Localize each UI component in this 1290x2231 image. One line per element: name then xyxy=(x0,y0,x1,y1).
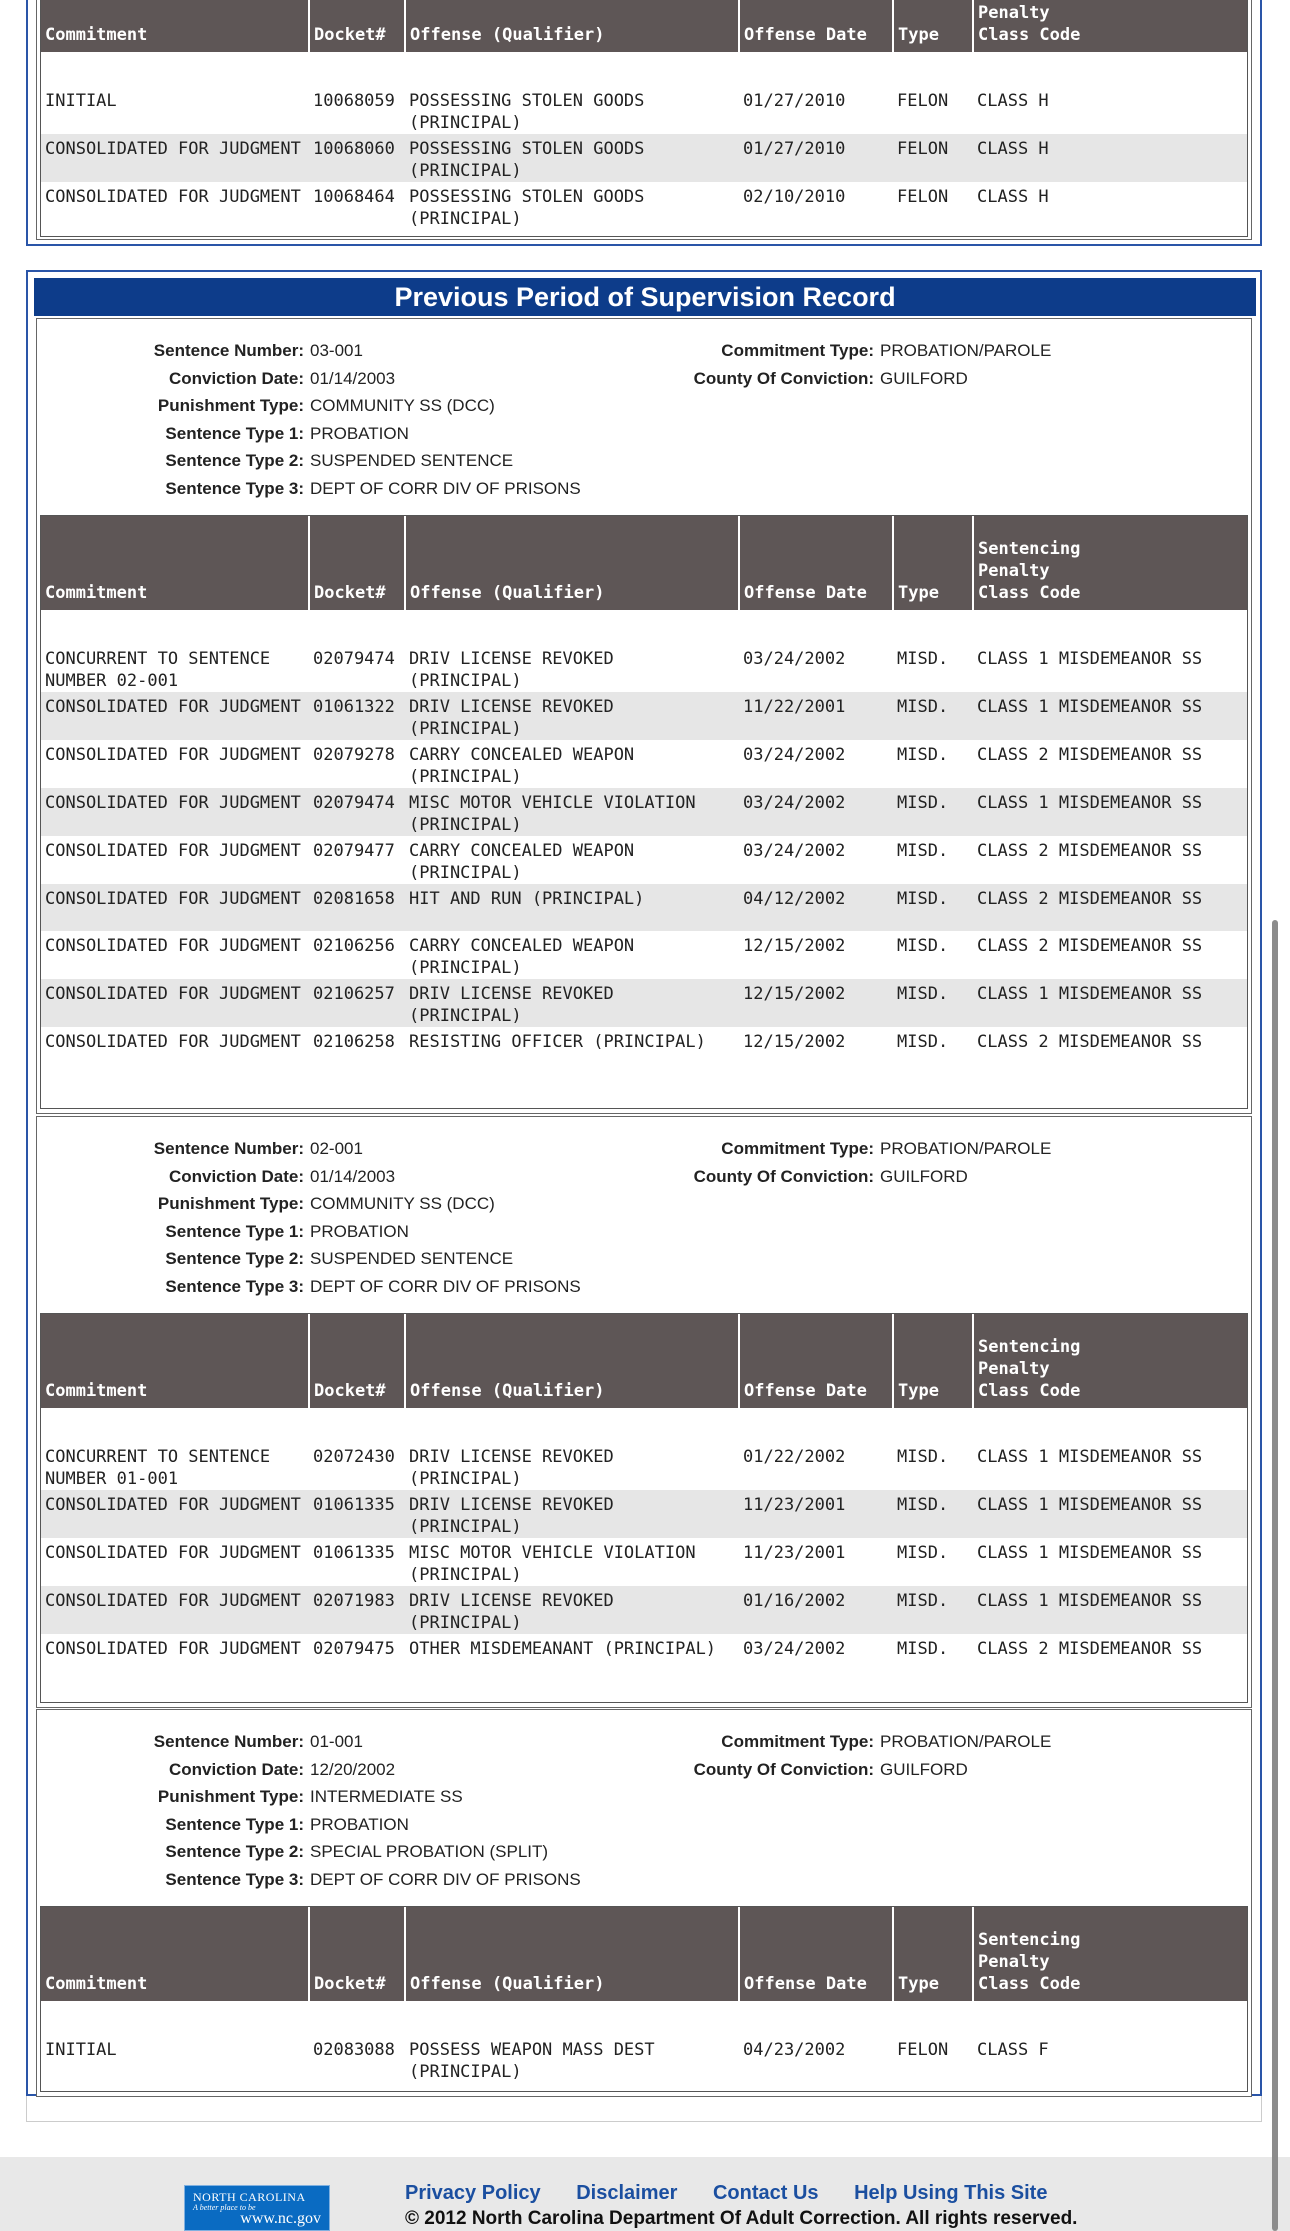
table-row xyxy=(41,931,1247,979)
sentence-number-value: 01-001 xyxy=(310,1732,363,1751)
table-row xyxy=(41,1490,1247,1538)
conviction-date-label: Conviction Date: xyxy=(168,1167,304,1186)
conviction-date-label: Conviction Date: xyxy=(168,369,304,388)
cell-offense-date: 01/16/2002 xyxy=(739,1586,893,1634)
cell-offense: MISC MOTOR VEHICLE VIOLATION (PRINCIPAL) xyxy=(409,1543,696,1585)
cell-offense-date: 12/15/2002 xyxy=(739,979,893,1027)
cell-docket: 10068059 xyxy=(313,91,395,111)
cell-commitment: CONSOLIDATED FOR JUDGMENT xyxy=(41,788,309,836)
cell-commitment: INITIAL xyxy=(45,91,117,111)
cell-offense: CARRY CONCEALED WEAPON (PRINCIPAL) xyxy=(409,936,635,978)
disclaimer-link[interactable]: Disclaimer xyxy=(576,2182,678,2204)
cell-commitment: CONCURRENT TO SENTENCE NUMBER 02-001 xyxy=(45,649,271,691)
cell-offense: HIT AND RUN (PRINCIPAL) xyxy=(405,884,739,931)
col-header-commitment: Commitment xyxy=(41,1314,309,1408)
cell-offense-date: 11/23/2001 xyxy=(743,1543,846,1563)
table-row xyxy=(41,182,1247,230)
cell-commitment: INITIAL xyxy=(45,2040,117,2060)
punishment-type-value: COMMUNITY SS (DCC) xyxy=(310,396,495,415)
cell-type: MISD. xyxy=(893,979,973,1027)
cell-docket: 02079278 xyxy=(313,745,395,765)
table-row xyxy=(41,1027,1247,1074)
cell-offense: POSSESSING STOLEN GOODS (PRINCIPAL) xyxy=(409,187,645,229)
col-header-offense: Offense (Qualifier) xyxy=(405,1314,739,1408)
table-row xyxy=(41,1586,1247,1634)
col-header-docket: Docket# xyxy=(309,1907,405,2001)
col-header-offense-date: Offense Date xyxy=(739,1907,893,2001)
col-header-class-code: Sentencing Penalty Class Code xyxy=(973,1314,1247,1408)
copyright-text: © 2012 North Carolina Department Of Adult Correction. All rights reserved. xyxy=(405,2208,1078,2229)
cell-type: FELON xyxy=(897,2040,949,2060)
cell-commitment: CONSOLIDATED FOR JUDGMENT xyxy=(41,1586,309,1634)
cell-offense-date: 12/15/2002 xyxy=(743,936,846,956)
col-header-offense: Offense (Qualifier) xyxy=(405,1907,739,2001)
cell-class-code: CLASS 1 MISDEMEANOR SS xyxy=(973,788,1247,836)
cell-commitment: CONCURRENT TO SENTENCE NUMBER 01-001 xyxy=(45,1447,271,1489)
sentence-table-box xyxy=(40,1906,1248,2092)
contact-us-link[interactable]: Contact Us xyxy=(712,2182,819,2204)
cell-docket: 01061335 xyxy=(309,1490,405,1538)
county-of-conviction-value: GUILFORD xyxy=(880,1760,968,1779)
cell-class-code: CLASS H xyxy=(973,134,1247,182)
table-row xyxy=(41,740,1247,788)
col-header-type: Type xyxy=(893,0,973,52)
punishment-type-label: Punishment Type: xyxy=(157,1194,304,1213)
col-header-commitment: Commitment xyxy=(41,516,309,610)
cell-offense: RESISTING OFFICER (PRINCIPAL) xyxy=(409,1032,706,1052)
cell-class-code: CLASS 2 MISDEMEANOR SS xyxy=(977,841,1203,861)
commitment-type-value: PROBATION/PAROLE xyxy=(880,1139,1052,1158)
sentence-type-1-label: Sentence Type 1: xyxy=(165,1222,304,1241)
cell-docket: 01061322 xyxy=(309,692,405,740)
county-of-conviction-value: GUILFORD xyxy=(880,369,968,388)
page-scrollbar[interactable] xyxy=(1272,920,1278,2231)
col-header-offense: Offense (Qualifier) xyxy=(405,516,739,610)
table-row xyxy=(41,2035,1247,2083)
cell-commitment: CONSOLIDATED FOR JUDGMENT xyxy=(45,745,301,765)
cell-offense-date: 03/24/2002 xyxy=(743,841,846,861)
sentence-number-label: Sentence Number: xyxy=(153,1732,304,1751)
table-row xyxy=(41,884,1247,931)
punishment-type-label: Punishment Type: xyxy=(157,396,304,415)
cell-docket: 02079477 xyxy=(313,841,395,861)
cell-type: MISD. xyxy=(893,1490,973,1538)
sentence-type-3-label: Sentence Type 3: xyxy=(165,479,304,498)
cell-class-code: CLASS 1 MISDEMEANOR SS xyxy=(973,692,1247,740)
cell-offense: CARRY CONCEALED WEAPON (PRINCIPAL) xyxy=(409,841,635,883)
commitment-type-label: Commitment Type: xyxy=(721,341,874,360)
cell-offense: DRIV LICENSE REVOKED (PRINCIPAL) xyxy=(405,1586,739,1634)
cell-class-code: CLASS H xyxy=(977,187,1049,207)
cell-offense: POSSESSING STOLEN GOODS (PRINCIPAL) xyxy=(405,134,739,182)
col-header-commitment: Commitment xyxy=(41,1907,309,2001)
cell-docket: 02079474 xyxy=(309,788,405,836)
conviction-date-value: 01/14/2003 xyxy=(310,369,396,388)
sentence-type-1-value: PROBATION xyxy=(310,1222,409,1241)
table-row xyxy=(41,1634,1247,1681)
sentence-type-3-value: DEPT OF CORR DIV OF PRISONS xyxy=(310,1277,581,1296)
current-record-table-box xyxy=(40,0,1248,237)
cell-offense-date: 01/27/2010 xyxy=(743,91,846,111)
cell-commitment: CONSOLIDATED FOR JUDGMENT xyxy=(41,1490,309,1538)
sentence-type-2-value: SUSPENDED SENTENCE xyxy=(310,451,514,470)
cell-offense: DRIV LICENSE REVOKED (PRINCIPAL) xyxy=(405,692,739,740)
cell-offense-date: 01/27/2010 xyxy=(739,134,893,182)
cell-docket: 10068060 xyxy=(309,134,405,182)
cell-class-code: CLASS 1 MISDEMEANOR SS xyxy=(977,1447,1203,1467)
cell-type: MISD. xyxy=(897,1032,949,1052)
sentence-offense-table xyxy=(41,1907,1247,2083)
col-header-offense-date: Offense Date xyxy=(739,1314,893,1408)
current-record-panel xyxy=(36,0,1252,240)
cell-type: MISD. xyxy=(897,745,949,765)
county-of-conviction-value: GUILFORD xyxy=(880,1167,968,1186)
cell-docket: 02106256 xyxy=(313,936,395,956)
table-row xyxy=(41,1442,1247,1490)
cell-class-code: CLASS H xyxy=(977,91,1049,111)
county-of-conviction-label: County Of Conviction: xyxy=(693,369,874,388)
cell-offense: DRIV LICENSE REVOKED (PRINCIPAL) xyxy=(409,1447,614,1489)
sentence-offense-table xyxy=(41,1314,1247,1681)
cell-offense: DRIV LICENSE REVOKED (PRINCIPAL) xyxy=(409,649,614,691)
cell-class-code: CLASS F xyxy=(977,2040,1049,2060)
cell-class-code: CLASS 2 MISDEMEANOR SS xyxy=(977,745,1203,765)
col-header-type: Type xyxy=(893,516,973,610)
cell-offense-date: 02/10/2010 xyxy=(743,187,846,207)
sentence-type-3-value: DEPT OF CORR DIV OF PRISONS xyxy=(310,479,581,498)
cell-commitment: CONSOLIDATED FOR JUDGMENT xyxy=(45,1032,301,1052)
cell-docket: 01061335 xyxy=(313,1543,395,1563)
table-row xyxy=(41,1538,1247,1586)
cell-commitment: CONSOLIDATED FOR JUDGMENT xyxy=(41,979,309,1027)
col-header-offense-date: Offense Date xyxy=(739,516,893,610)
sentence-type-3-label: Sentence Type 3: xyxy=(165,1277,304,1296)
table-row xyxy=(41,86,1247,134)
sentence-type-2-value: SUSPENDED SENTENCE xyxy=(310,1249,514,1268)
current-offense-table xyxy=(41,0,1247,230)
cell-type: MISD. xyxy=(893,788,973,836)
cell-type: FELON xyxy=(893,134,973,182)
col-header-commitment: Commitment xyxy=(41,0,309,52)
cell-offense: DRIV LICENSE REVOKED (PRINCIPAL) xyxy=(405,1490,739,1538)
cell-docket: 02079475 xyxy=(313,1639,395,1659)
cell-offense: DRIV LICENSE REVOKED (PRINCIPAL) xyxy=(405,979,739,1027)
table-row xyxy=(41,134,1247,182)
col-header-offense: Offense (Qualifier) xyxy=(405,0,739,52)
sentence-panel xyxy=(36,318,1252,1114)
col-header-class-code: Penalty Class Code xyxy=(973,0,1247,52)
table-row xyxy=(41,644,1247,692)
col-header-docket: Docket# xyxy=(309,516,405,610)
cell-commitment: CONSOLIDATED FOR JUDGMENT xyxy=(41,692,309,740)
sentence-number-label: Sentence Number: xyxy=(153,341,304,360)
conviction-date-label: Conviction Date: xyxy=(168,1760,304,1779)
commitment-type-label: Commitment Type: xyxy=(721,1732,874,1751)
cell-type: MISD. xyxy=(897,1447,949,1467)
sentence-type-2-value: SPECIAL PROBATION (SPLIT) xyxy=(310,1842,549,1861)
sentence-info xyxy=(37,319,1251,509)
cell-offense: POSSESS WEAPON MASS DEST (PRINCIPAL) xyxy=(409,2040,655,2082)
cell-commitment: CONSOLIDATED FOR JUDGMENT xyxy=(45,1639,301,1659)
cell-class-code: CLASS 1 MISDEMEANOR SS xyxy=(977,1543,1203,1563)
county-of-conviction-label: County Of Conviction: xyxy=(693,1760,874,1779)
sentence-table-box xyxy=(40,1313,1248,1703)
cell-type: MISD. xyxy=(897,649,949,669)
cell-type: MISD. xyxy=(893,692,973,740)
punishment-type-value: COMMUNITY SS (DCC) xyxy=(310,1194,495,1213)
cell-type: MISD. xyxy=(893,1586,973,1634)
cell-commitment: CONSOLIDATED FOR JUDGMENT xyxy=(45,1543,301,1563)
cell-offense-date: 04/23/2002 xyxy=(743,2040,846,2060)
sentence-type-1-label: Sentence Type 1: xyxy=(165,1815,304,1834)
cell-offense: POSSESSING STOLEN GOODS (PRINCIPAL) xyxy=(409,91,645,133)
cell-class-code: CLASS 2 MISDEMEANOR SS xyxy=(977,1639,1203,1659)
cell-class-code: CLASS 2 MISDEMEANOR SS xyxy=(977,1032,1203,1052)
cell-docket: 02106258 xyxy=(313,1032,395,1052)
cell-class-code: CLASS 1 MISDEMEANOR SS xyxy=(973,1586,1247,1634)
col-header-class-code: Sentencing Penalty Class Code xyxy=(973,1907,1247,2001)
commitment-type-value: PROBATION/PAROLE xyxy=(880,1732,1052,1751)
cell-docket: 02106257 xyxy=(309,979,405,1027)
commitment-type-label: Commitment Type: xyxy=(721,1139,874,1158)
cell-offense-date: 03/24/2002 xyxy=(743,1639,846,1659)
county-of-conviction-label: County Of Conviction: xyxy=(693,1167,874,1186)
cell-commitment: CONSOLIDATED FOR JUDGMENT xyxy=(45,841,301,861)
cell-docket: 02072430 xyxy=(313,1447,395,1467)
cell-offense-date: 03/24/2002 xyxy=(743,649,846,669)
privacy-policy-link[interactable]: Privacy Policy xyxy=(405,2182,541,2204)
cell-type: MISD. xyxy=(897,1543,949,1563)
sentence-info xyxy=(37,1117,1251,1307)
sentence-type-3-value: DEPT OF CORR DIV OF PRISONS xyxy=(310,1870,581,1889)
cell-class-code: CLASS 1 MISDEMEANOR SS xyxy=(973,979,1247,1027)
help-link[interactable]: Help Using This Site xyxy=(854,2182,1048,2204)
cell-offense-date: 01/22/2002 xyxy=(743,1447,846,1467)
sentence-number-value: 03-001 xyxy=(310,341,363,360)
cell-type: MISD. xyxy=(897,936,949,956)
nc-gov-logo[interactable]: NORTH CAROLINA A better place to be www.nc.gov xyxy=(184,2185,330,2231)
sentence-info xyxy=(37,1710,1251,1900)
table-row xyxy=(41,836,1247,884)
sentence-table-box xyxy=(40,515,1248,1109)
cell-offense: OTHER MISDEMEANANT (PRINCIPAL) xyxy=(409,1639,717,1659)
punishment-type-value: INTERMEDIATE SS xyxy=(310,1787,463,1806)
cell-commitment: CONSOLIDATED FOR JUDGMENT xyxy=(45,936,301,956)
cell-offense-date: 11/22/2001 xyxy=(739,692,893,740)
sentence-number-value: 02-001 xyxy=(310,1139,363,1158)
cell-docket: 02079474 xyxy=(313,649,395,669)
col-header-offense-date: Offense Date xyxy=(739,0,893,52)
sentence-offense-table xyxy=(41,516,1247,1074)
table-row xyxy=(41,979,1247,1027)
punishment-type-label: Punishment Type: xyxy=(157,1787,304,1806)
sentence-type-2-label: Sentence Type 2: xyxy=(165,1842,304,1861)
cell-offense: CARRY CONCEALED WEAPON (PRINCIPAL) xyxy=(409,745,635,787)
cell-commitment: CONSOLIDATED FOR JUDGMENT xyxy=(41,884,309,931)
cell-commitment: CONSOLIDATED FOR JUDGMENT xyxy=(45,187,301,207)
conviction-date-value: 01/14/2003 xyxy=(310,1167,396,1186)
cell-offense-date: 03/24/2002 xyxy=(739,788,893,836)
cell-docket: 10068464 xyxy=(313,187,395,207)
sentence-type-1-label: Sentence Type 1: xyxy=(165,424,304,443)
cell-class-code: CLASS 1 MISDEMEANOR SS xyxy=(977,649,1203,669)
commitment-type-value: PROBATION/PAROLE xyxy=(880,341,1052,360)
content-bottom-border xyxy=(26,2096,1262,2122)
sentence-number-label: Sentence Number: xyxy=(153,1139,304,1158)
cell-type: MISD. xyxy=(897,1639,949,1659)
sentence-panel xyxy=(36,1709,1252,2097)
cell-type: FELON xyxy=(897,91,949,111)
cell-type: FELON xyxy=(897,187,949,207)
section-title: Previous Period of Supervision Record xyxy=(34,278,1256,316)
sentence-type-1-value: PROBATION xyxy=(310,1815,409,1834)
table-row xyxy=(41,788,1247,836)
col-header-class-code: Sentencing Penalty Class Code xyxy=(973,516,1247,610)
cell-class-code: CLASS 1 MISDEMEANOR SS xyxy=(973,1490,1247,1538)
cell-offense: MISC MOTOR VEHICLE VIOLATION (PRINCIPAL) xyxy=(405,788,739,836)
cell-type: MISD. xyxy=(893,884,973,931)
cell-docket: 02083088 xyxy=(313,2040,395,2060)
conviction-date-value: 12/20/2002 xyxy=(310,1760,396,1779)
cell-offense-date: 04/12/2002 xyxy=(739,884,893,931)
cell-class-code: CLASS 2 MISDEMEANOR SS xyxy=(973,884,1247,931)
col-header-type: Type xyxy=(893,1907,973,2001)
cell-class-code: CLASS 2 MISDEMEANOR SS xyxy=(977,936,1203,956)
cell-docket: 02071983 xyxy=(309,1586,405,1634)
table-row xyxy=(41,692,1247,740)
col-header-type: Type xyxy=(893,1314,973,1408)
col-header-docket: Docket# xyxy=(309,0,405,52)
footer-links xyxy=(405,2182,1077,2205)
cell-commitment: CONSOLIDATED FOR JUDGMENT xyxy=(41,134,309,182)
sentence-type-2-label: Sentence Type 2: xyxy=(165,451,304,470)
sentence-type-1-value: PROBATION xyxy=(310,424,409,443)
cell-offense-date: 12/15/2002 xyxy=(743,1032,846,1052)
sentence-type-3-label: Sentence Type 3: xyxy=(165,1870,304,1889)
cell-offense-date: 11/23/2001 xyxy=(739,1490,893,1538)
cell-offense-date: 03/24/2002 xyxy=(743,745,846,765)
col-header-docket: Docket# xyxy=(309,1314,405,1408)
sentence-panel xyxy=(36,1116,1252,1708)
cell-docket: 02081658 xyxy=(309,884,405,931)
cell-type: MISD. xyxy=(897,841,949,861)
sentence-type-2-label: Sentence Type 2: xyxy=(165,1249,304,1268)
